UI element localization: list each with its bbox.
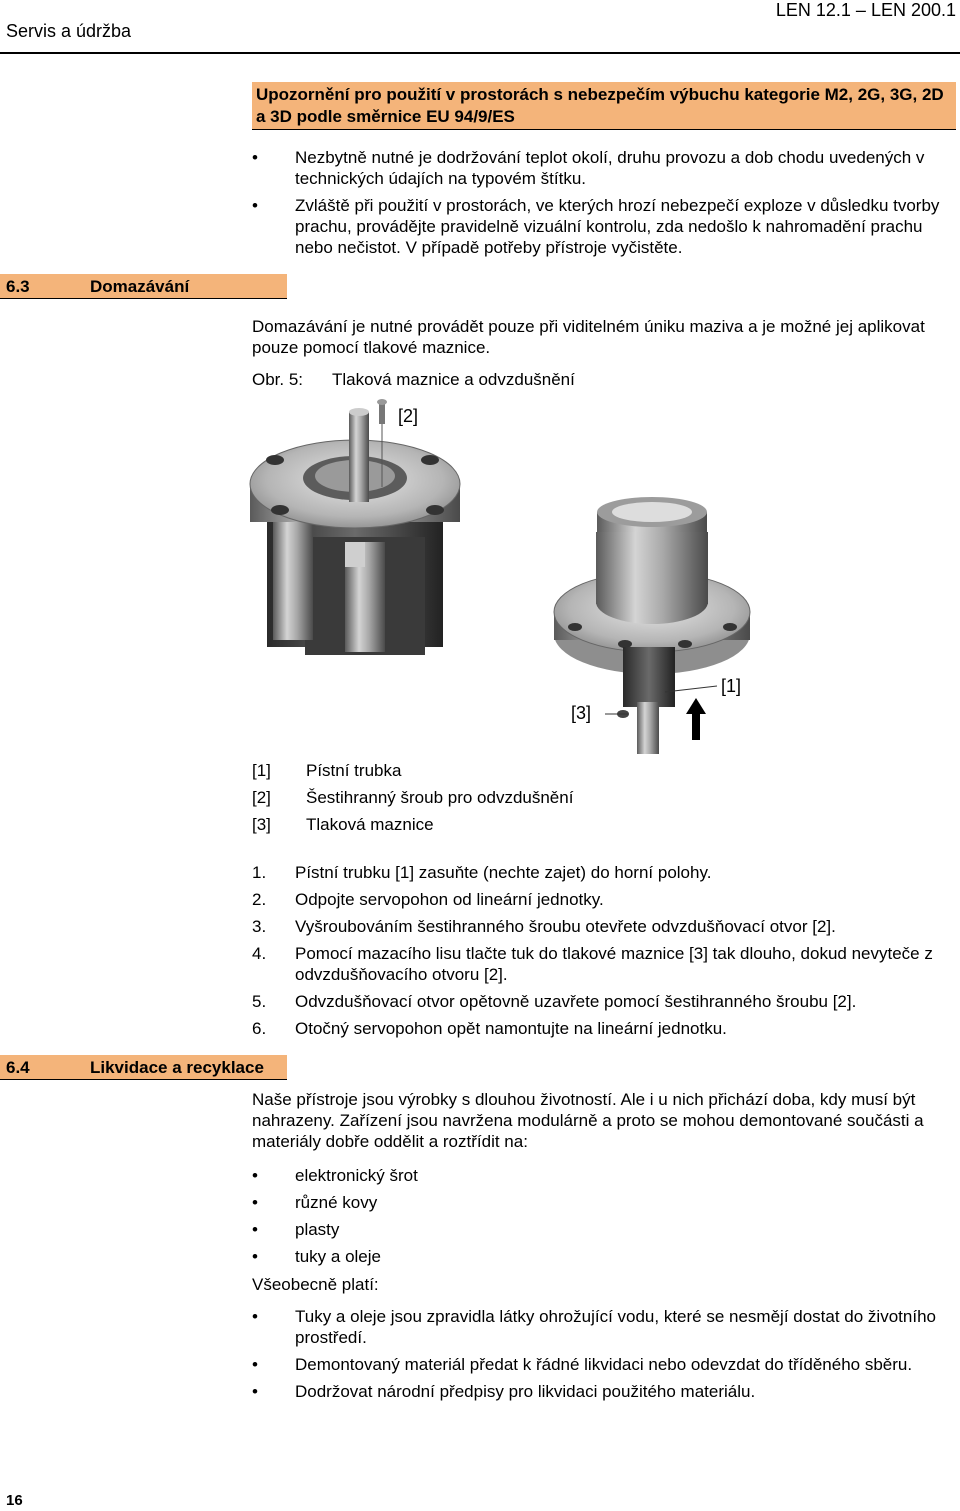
actuator-grease-nipple-figure [245,392,785,762]
material-item: • tuky a oleje [252,1246,956,1267]
general-rules-label: Všeobecně platí: [252,1275,379,1294]
section-title-text: Likvidace a recyklace [90,1058,264,1077]
step-item: 5. Odvzdušňovací otvor opětovně uzavřete pomocí šestihranného šroubu [2]. [252,992,857,1011]
disposal-intro: Naše přístroje jsou výrobky s dlouhou životností. Ale i u nich přichází doba, kdy musí být nahrazeny. Zařízení jsou navržena modulárně a proto se mohou demontované součásti a materiály dobře oddělit a roztřídit na: [252,1090,924,1151]
header-section-name: Servis a údržba [6,21,132,41]
material-item: • plasty [252,1219,956,1240]
push-up-arrow-icon [686,698,706,740]
section-heading-disposal [0,1055,287,1080]
header-device-range: LEN 12.1 – LEN 200.1 [775,0,956,20]
lubrication-steps [252,862,956,1045]
figure-legend [252,760,573,841]
upper-flange-assembly [250,408,460,655]
warning-bullet: • Nezbytně nutné je dodržování teplot okolí, druhu provozu a dob chodu uvedených v technických údajích na typovém štítku. [252,147,956,189]
lubrication-intro: Domazávání je nutné provádět pouze při viditelném úniku maziva a je možné jej aplikovat pouze pomocí tlakové maznice. [252,317,925,357]
section-number: 6.3 [6,277,30,296]
page-number: 16 [6,1492,23,1509]
figure-caption [252,369,575,390]
callout-label: [2] [398,406,419,426]
rule-item: • Tuky a oleje jsou zpravidla látky ohrožující vodu, které se nesmějí dostat do životního prostředí. [252,1306,956,1348]
warning-bullet: • Zvláště při použití v prostorách, ve kterých hrozí nebezpečí exploze v důsledku tvorby prachu, provádějte pravidelně vizuální kontrolu, zda nedošlo k nahromadění prachu nebo nečistot. V případě potřeby přístroje vyčistěte. [252,195,956,258]
callout-label: [3] [571,703,592,723]
legend-item: [2] Šestihranný šroub pro odvzdušnění [252,788,574,807]
header-divider [0,52,960,54]
warning-bullet-list [252,147,956,264]
section-heading-lubrication [0,274,287,299]
rule-item: • Dodržovat národní předpisy pro likvidaci použitého materiálu. [252,1381,956,1402]
legend-item: [3] Tlaková maznice [252,815,434,834]
legend-item: [1] Pístní trubka [252,761,402,780]
step-item: 6. Otočný servopohon opět namontujte na lineární jednotku. [252,1019,727,1038]
disposal-rules-list [252,1306,956,1408]
figure-label: Obr. 5: [252,370,304,389]
step-item: 2. Odpojte servopohon od lineární jednotky. [252,890,604,909]
section-title-text: Domazávání [90,277,190,296]
callout-label: [1] [721,676,742,696]
rule-item: • Demontovaný materiál předat k řádné likvidaci nebo odevzdat do tříděného sběru. [252,1354,956,1375]
step-item: 3. Vyšroubováním šestihranného šroubu otevřete odvzdušňovací otvor [2]. [252,917,836,936]
figure-caption-text: Tlaková maznice a odvzdušnění [332,370,575,389]
step-item: 1. Pístní trubku [1] zasuňte (nechte zajet) do horní polohy. [252,863,712,882]
explosion-warning-title: Upozornění pro použití v prostorách s nebezpečím výbuchu kategorie M2, 2G, 3G, 2D a 3D podle směrnice EU 94/9/ES [252,82,956,130]
material-item: • elektronický šrot [252,1165,956,1186]
step-item: 4. Pomocí mazacího lisu tlačte tuk do tlakové maznice [3] tak dlouho, dokud nevyteče z odvzdušňovacího otvoru [2]. [252,944,933,984]
section-number: 6.4 [6,1058,30,1077]
materials-list [252,1165,956,1273]
material-item: • různé kovy [252,1192,956,1213]
